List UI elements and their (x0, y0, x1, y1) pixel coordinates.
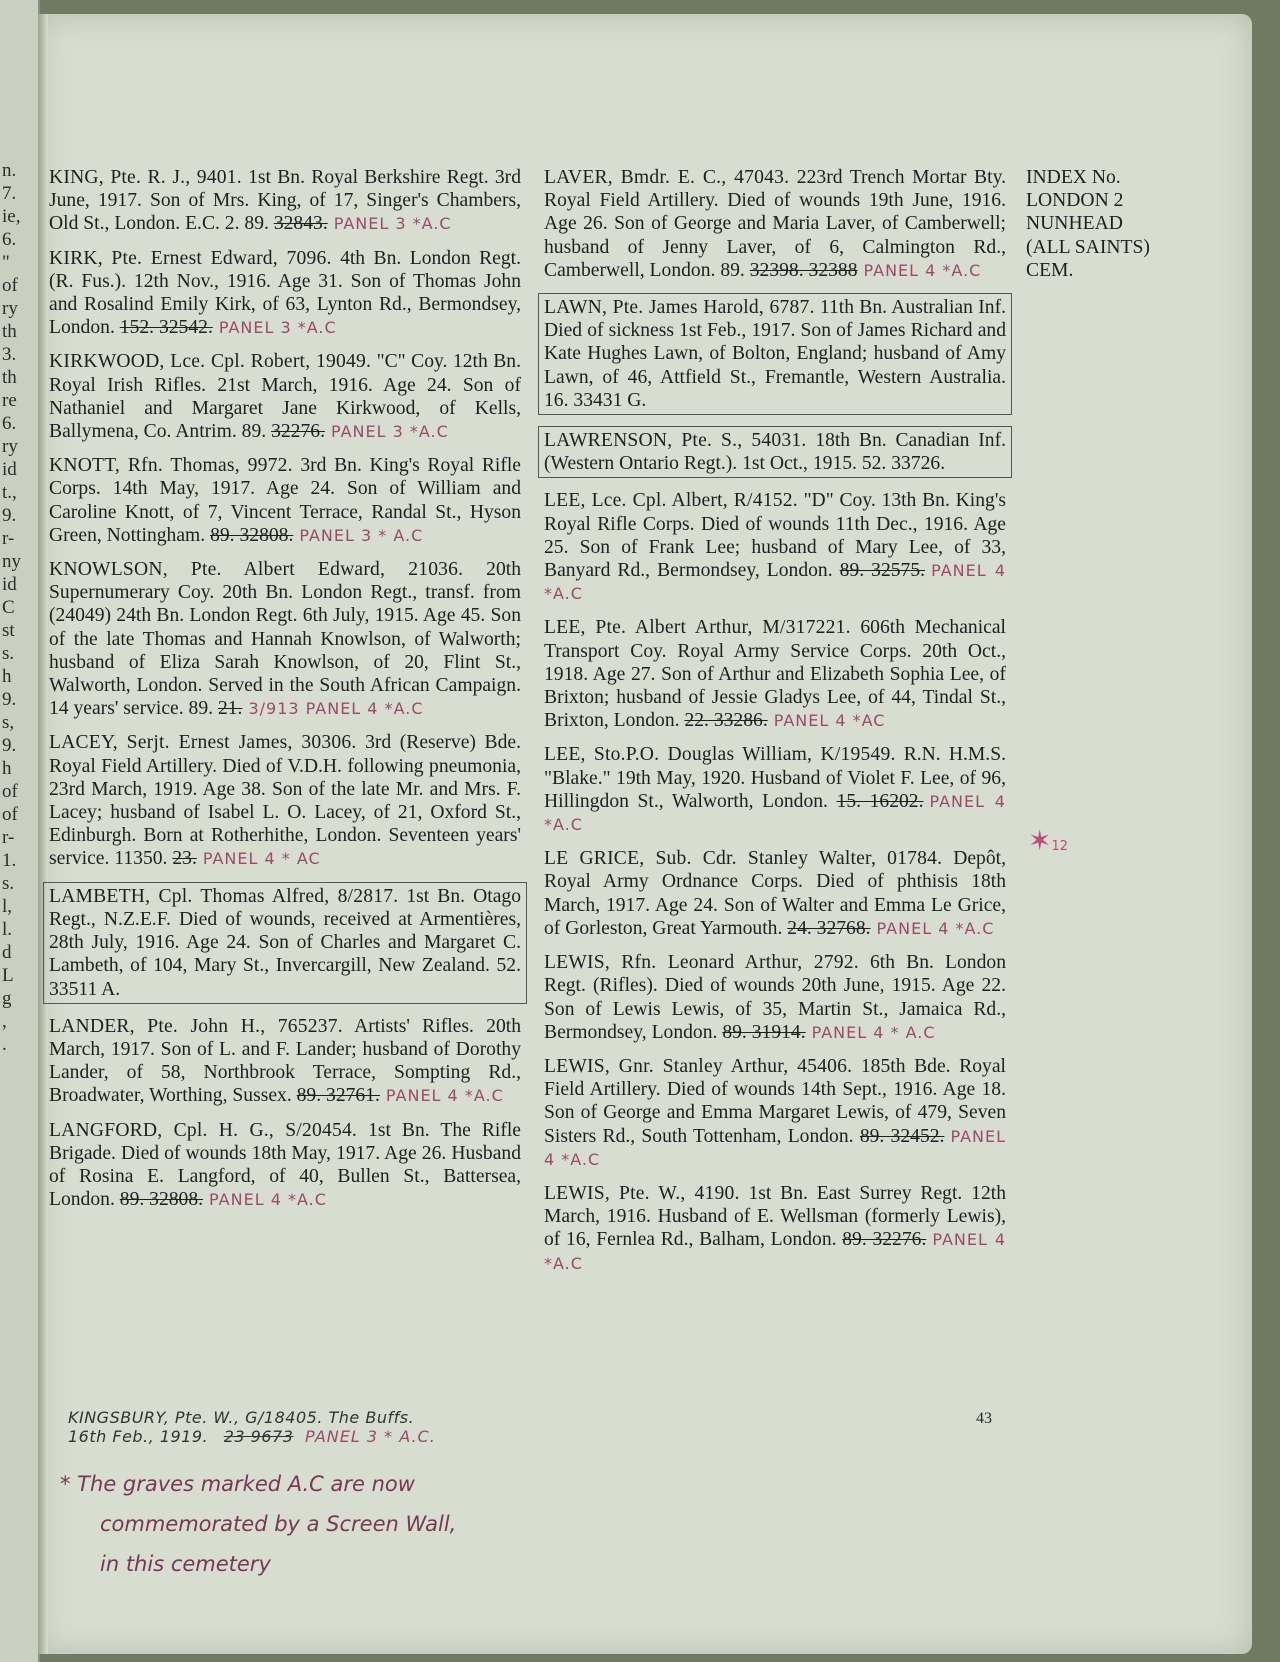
previous-page-fragment: r- (2, 827, 15, 848)
previous-page-fragment: L (2, 965, 14, 986)
register-entry (47, 454, 523, 547)
previous-page-fragment: 6. (2, 413, 17, 434)
handwritten-note-line: in this cemetery (100, 1552, 271, 1576)
previous-page-fragment: s, (2, 712, 15, 733)
register-entry (542, 1055, 1008, 1171)
entry-details: 1st Bn. The Rifle Brigade. Died of wounds 18th May, 1917. Age 26. Husband of Rosina E. Langford, of 40, Bullen St., Battersea, London. (49, 1119, 521, 1211)
register-entry (542, 166, 1008, 282)
entry-struck-ref: 24. 32768. (787, 917, 871, 939)
entry-name: KNOTT, Rfn. Thomas, 9972. (49, 455, 293, 477)
page-number: 43 (976, 1410, 992, 1427)
previous-page-fragment: g (2, 988, 12, 1009)
entry-struck-ref: 89. 32276. (842, 1229, 927, 1251)
entry-name: LEWIS, Gnr. Stanley Arthur, 45406. (544, 1055, 853, 1077)
previous-page-fragment: re (2, 390, 17, 411)
entry-name: LAWN, Pte. James Harold, 6787. (544, 297, 815, 319)
entry-struck-ref: 89. 32808. (119, 1189, 204, 1211)
entry-name: KNOWLSON, Pte. Albert Edward, 21036. (49, 559, 464, 581)
previous-page-fragment: h (2, 758, 12, 779)
entry-name: LAVER, Bmdr. E. C., 47043. (544, 167, 790, 188)
entry-name: KING, Pte. R. J., 9401. (49, 167, 242, 188)
register-entry (538, 293, 1012, 415)
handwritten-entry-date: 16th Feb., 1919. (68, 1427, 209, 1446)
handwritten-entry-struck-ref: 23 9673 (223, 1427, 294, 1446)
previous-page-fragment: s. (2, 873, 15, 894)
middle-column (542, 166, 1008, 1286)
entry-details: 185th Bde. Royal Field Artillery. Died of wounds 14th Sept., 1916. Age 18. Son of George and Emma Margaret Lewis, of 479, Seven Sisters Rd., South Tottenham, London. (544, 1055, 1006, 1147)
previous-page-fragment: r- (2, 528, 15, 549)
previous-page-fragment: id (2, 574, 17, 595)
register-entry (542, 847, 1008, 940)
entry-details: 223rd Trench Mortar Bty. Royal Field Artillery. Died of wounds 19th June, 1916. Age 26. Son of George and Maria Laver, of Camberwell; husband of Jenny Laver, of 6, Calmington Rd., Camberwell, London. (544, 167, 1006, 281)
star-icon: ✶ (1028, 824, 1052, 857)
previous-page-fragment: h (2, 666, 12, 687)
register-entry (542, 616, 1008, 732)
entry-struck-ref: 89. 31914. (722, 1021, 806, 1043)
previous-page-fragment: 9. (2, 689, 17, 710)
entry-struck-ref: 89. 32452. (859, 1125, 945, 1147)
index-label: INDEX No. (1026, 167, 1121, 188)
entry-panel-annotation: PANEL 4 *A.C (544, 1126, 1006, 1169)
entry-ref: 11350. (114, 848, 168, 870)
entry-struck-ref: 89. 32808. (210, 524, 294, 546)
left-column (47, 166, 523, 1222)
entry-name: LEWIS, Pte. W., 4190. (544, 1182, 740, 1204)
entry-details: 3rd Bn. King's Royal Rifle Corps. 14th May, 1917. Age 24. Son of William and Caroline Knott, of 7, Vincent Terrace, Randal St., Hyson Green, Nottingham. (49, 455, 521, 546)
entry-name: LEE, Lce. Cpl. Albert, R/4152. (544, 490, 798, 512)
register-entry (542, 1182, 1008, 1275)
register-entry (47, 1119, 523, 1212)
register-page (38, 14, 1252, 1654)
register-entry (542, 489, 1008, 605)
entry-details: Artists' Rifles. 20th March, 1917. Son of L. and F. Lander; husband of Dorothy Lander, of 58, Northbrook Terrace, Sompting Rd., Broadwater, Worthing, Sussex. (49, 1015, 522, 1107)
entry-panel-annotation: PANEL 4 *A.C (863, 260, 982, 280)
entry-details: 4th Bn. London Regt. (R. Fus.). 12th Nov., 1916. Age 31. Son of Thomas John and Rosalind Emily Kirk, of 63, Lynton Rd., Bermondsey, London. (49, 247, 522, 339)
entry-panel-annotation: PANEL 3 *A.C (333, 214, 452, 234)
entry-panel-annotation: PANEL 4 * AC (202, 849, 321, 869)
entry-name: LANGFORD, Cpl. H. G., S/20454. (49, 1119, 358, 1141)
previous-page-fragment: id (2, 459, 17, 480)
handwritten-note-line: * The graves marked A.C are now (60, 1472, 415, 1496)
entry-panel-annotation: PANEL 4 *A.C (544, 561, 1007, 604)
previous-page-fragment: " (2, 252, 10, 273)
index-line-3: (ALL SAINTS) (1026, 236, 1150, 258)
entry-name: LE GRICE, Sub. Cdr. Stanley Walter, 01784. (544, 848, 943, 870)
register-entry (542, 951, 1008, 1044)
entry-details: 606th Mechanical Transport Coy. Royal Army Service Corps. 20th Oct., 1918. Age 27. Son of Arthur and Elizabeth Sophia Lee, of Brixton; husband of Jessie Gladys Lee, of 44, Tindal St., Brixton, London. (544, 617, 1006, 732)
entry-panel-annotation: PANEL 4 *AC (773, 711, 886, 731)
register-entry (47, 558, 523, 720)
previous-page-fragment: ry (2, 436, 18, 457)
handwritten-note (60, 1464, 580, 1584)
entry-panel-annotation: 3/913 PANEL 4 *A.C (248, 699, 424, 719)
entry-ref: 89. (244, 213, 269, 235)
previous-page-fragment: C (2, 597, 15, 618)
entry-panel-annotation: PANEL 4 *A.C (385, 1086, 504, 1106)
previous-page-fragment: 9. (2, 735, 17, 756)
entry-struck-ref: 152. 32542. (119, 317, 213, 339)
entry-name: LEE, Pte. Albert Arthur, M/317221. (544, 617, 851, 639)
handwritten-entry-line-2 (68, 1427, 588, 1446)
previous-page-fragment: d (2, 942, 12, 963)
handwritten-entry-annotation: PANEL 3 * A.C. (304, 1427, 436, 1446)
handwritten-entry (68, 1408, 588, 1446)
entry-struck-ref: 32843. (273, 213, 328, 235)
register-entry (47, 731, 523, 870)
index-line-1: LONDON 2 (1026, 190, 1124, 212)
entry-details: 3rd (Reserve) Bde. Royal Field Artillery. Died of V.D.H. following pneumonia, 23rd March, 1919. Age 38. Son of the late Mr. and Mrs. F. Lacey; husband of Isabel L. O. Lacey, of 21, Oxford St., Edinburgh. Born at Rotherhithe, London. Seventeen years' service. (49, 732, 521, 870)
entry-name: LAMBETH, Cpl. Thomas Alfred, 8/2817. (49, 885, 399, 907)
entry-panel-annotation: PANEL 4 *A.C (209, 1190, 327, 1210)
register-entry (47, 247, 523, 340)
entry-details: 6th Bn. London Regt. (Rifles). Died of wounds 20th June, 1915. Age 22. Son of Lewis Lewis, of 35, Martin St., Jamaica Rd., Bermondsey, London. (544, 952, 1006, 1043)
previous-page-fragment: l, (2, 896, 13, 917)
entry-name: LEWIS, Rfn. Leonard Arthur, 2792. (544, 952, 859, 974)
entry-struck-ref: 89. 32761. (296, 1085, 380, 1107)
entry-name: LAWRENSON, Pte. S., 54031. (544, 430, 807, 452)
entry-struck-ref: 32276. (271, 421, 325, 443)
entry-struck-ref: 32398. 32388 (749, 259, 858, 281)
entry-struck-ref: 89. 32575. (839, 560, 926, 582)
entry-name: LANDER, Pte. John H., 765237. (49, 1015, 343, 1037)
entry-name: LACEY, Serjt. Ernest James, 30306. (49, 732, 357, 754)
previous-page-fragment: . (2, 1034, 7, 1055)
previous-page-fragment: s. (2, 643, 15, 664)
register-entry (43, 882, 527, 1004)
entry-details: R.N. H.M.S. "Blake." 19th May, 1920. Husband of Violet F. Lee, of 96, Hillingdon St., Walworth, London. (544, 744, 1006, 812)
register-entry (47, 1015, 523, 1108)
index-line-4: CEM. (1026, 259, 1074, 281)
previous-page-edge (0, 0, 40, 1662)
entry-details: 1st Bn. East Surrey Regt. 12th March, 1916. Husband of E. Wellsman (formerly Lewis), of 16, Fernlea Rd., Balham, London. (544, 1182, 1006, 1251)
previous-page-fragment: 3. (2, 344, 17, 365)
entry-details: 1st Bn. Otago Regt., N.Z.E.F. Died of wounds, received at Armentières, 28th July, 1916. Age 24. Son of Charles and Margaret C. Lambeth, of 104, Mary St., Invercargill, New Zealand. 52. 33511 A. (49, 885, 521, 1000)
entry-panel-annotation: PANEL 4 * A.C (811, 1022, 936, 1042)
star-mark-number: 12 (1051, 839, 1069, 854)
entry-panel-annotation: PANEL 3 *A.C (218, 318, 337, 338)
entry-struck-ref: 15. 16202. (836, 790, 924, 812)
previous-page-fragment: ry (2, 298, 18, 319)
previous-page-fragment: 1. (2, 850, 17, 871)
previous-page-fragment: st (2, 620, 15, 641)
previous-page-fragment: of (2, 804, 18, 825)
previous-page-fragment: ny (2, 551, 21, 572)
register-entry (542, 743, 1008, 836)
handwritten-note-line: commemorated by a Screen Wall, (100, 1512, 457, 1536)
entry-panel-annotation: PANEL 3 * A.C (299, 525, 424, 545)
entry-details: "D" Coy. 13th Bn. King's Royal Rifle Corps. Died of wounds 11th Dec., 1916. Age 25. Son of Frank Lee; husband of Mary Lee, of 33, Banyard Rd., Bermondsey, London. (544, 490, 1006, 582)
entry-panel-annotation: PANEL 4 *A.C (544, 1230, 1006, 1273)
previous-page-fragment: of (2, 781, 18, 802)
previous-page-fragment: of (2, 275, 18, 296)
previous-page-fragment: l. (2, 919, 13, 940)
entry-details: Depôt, Royal Army Ordnance Corps. Died of phthisis 18th March, 1917. Age 24. Son of Walter and Emma Le Grice, of Gorleston, Great Yarmouth. (544, 848, 1006, 939)
previous-page-fragment: 7. (2, 183, 17, 204)
previous-page-fragment: th (2, 367, 17, 388)
entry-details: 20th Supernumerary Coy. 20th Bn. London Regt., transf. from (24049) 24th Bn. London Regt. 6th July, 1915. Age 45. Son of the late Thomas and Hannah Knowlson, of Walworth; husband of Eliza Sarah Knowlson, of 20, Flint St., Walworth, London. Served in the South African Campaign. 14 years' service. (49, 559, 521, 720)
index-line-2: NUNHEAD (1026, 213, 1123, 235)
entry-name: KIRKWOOD, Lce. Cpl. Robert, 19049. (49, 351, 372, 373)
entry-details: 11th Bn. Australian Inf. Died of sickness 1st Feb., 1917. Son of James Richard and Kate Hughes Lawn, of Bolton, England; husband of Amy Lawn, of 46, Attfield St., Fremantle, Western Australia. 16. 33431 G. (544, 297, 1006, 411)
entry-struck-ref: 21. (217, 698, 243, 720)
entry-ref: 89. (188, 698, 214, 720)
entry-struck-ref: 23. (172, 848, 197, 870)
previous-page-fragment: ie, (2, 206, 21, 227)
entry-name: KIRK, Pte. Ernest Edward, 7096. (49, 247, 332, 269)
register-entry (47, 350, 523, 443)
entry-panel-annotation: PANEL 3 *A.C (330, 422, 449, 442)
entry-details: "C" Coy. 12th Bn. Royal Irish Rifles. 21st March, 1916. Age 24. Son of Nathaniel and Margaret Jane Kirkwood, of Kells, Ballymena, Co. Antrim. (49, 351, 521, 443)
previous-page-fragment: 6. (2, 229, 17, 250)
register-entry (538, 426, 1012, 478)
entry-name: LEE, Sto.P.O. Douglas William, K/19549. (544, 744, 896, 766)
previous-page-fragment: , (2, 1011, 7, 1032)
register-entry (47, 166, 523, 236)
entry-details: 18th Bn. Canadian Inf. (Western Ontario Regt.). 1st Oct., 1915. 52. 33726. (544, 430, 1007, 475)
entry-details: 1st Bn. Royal Berkshire Regt. 3rd June, 1917. Son of Mrs. King, of 17, Singer's Chambers, Old St., London. E.C. 2. (49, 167, 521, 235)
entry-ref: 89. (720, 259, 745, 281)
entry-ref: 89. (241, 421, 267, 443)
previous-page-fragment: th (2, 321, 17, 342)
entry-panel-annotation: PANEL 4 *A.C (876, 918, 995, 938)
index-block (1026, 166, 1226, 282)
entry-struck-ref: 22. 33286. (684, 710, 768, 732)
previous-page-fragment: t., (2, 482, 17, 503)
star-mark (1028, 824, 1069, 857)
entry-panel-annotation: PANEL 4 *A.C (544, 791, 1006, 835)
previous-page-fragment: 9. (2, 505, 17, 526)
previous-page-fragment: n. (2, 160, 17, 181)
handwritten-entry-line-1: KINGSBURY, Pte. W., G/18405. The Buffs. (68, 1408, 415, 1427)
